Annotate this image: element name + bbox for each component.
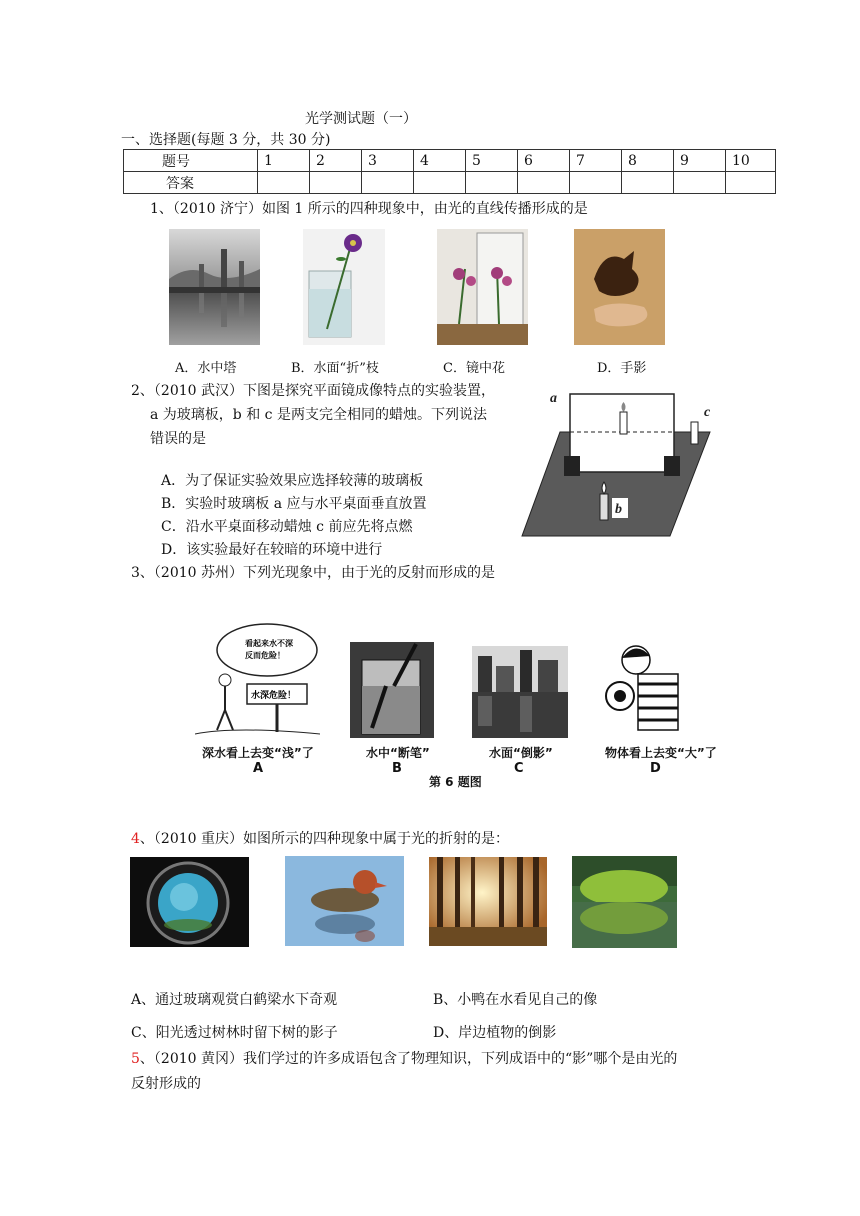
duck-photo: [285, 856, 404, 946]
table-row: [124, 172, 776, 194]
q4-option-b: B、小鸭在水看见自己的像: [433, 992, 598, 1008]
q1-option-d: D．手影: [597, 361, 647, 376]
answer-cell[interactable]: [362, 172, 414, 194]
answer-cell[interactable]: [622, 172, 674, 194]
diagram-label-c: c: [704, 405, 711, 420]
q5-stem-text: 、（2010 黄冈）我们学过的许多成语包含了物理知识，下列成语中的“影”哪个是由光的: [139, 1051, 678, 1067]
table-cell: 5: [466, 150, 518, 172]
answer-cell[interactable]: [466, 172, 518, 194]
porthole-photo: [130, 857, 249, 947]
q3-letter-c: C: [514, 761, 524, 776]
mirror-flower-photo: [437, 229, 528, 345]
q4-option-c: C、阳光透过树林时留下树的影子: [131, 1025, 338, 1041]
q2-stem-line1: 2、（2010 武汉）下图是探究平面镜成像特点的实验装置，: [131, 383, 495, 399]
q2-option-b: B．实验时玻璃板 a 应与水平桌面垂直放置: [161, 496, 427, 512]
answer-cell[interactable]: [570, 172, 622, 194]
q4-option-d: D、岸边植物的倒影: [433, 1025, 557, 1041]
q3-letter-b: B: [392, 761, 402, 776]
q3-figure-title: 第 6 题图: [429, 775, 482, 789]
q4-option-a: A、通过玻璃观赏白鹤梁水下奇观: [131, 992, 338, 1008]
diagram-label-b: b: [615, 502, 622, 517]
plant-reflection-photo: [572, 856, 677, 948]
table-cell: 1: [258, 150, 310, 172]
page-title: 光学测试题（一）: [305, 111, 417, 127]
q1-stem: 1、（2010 济宁）如图 1 所示的四种现象中，由光的直线传播形成的是: [150, 201, 588, 217]
q1-option-a: A．水中塔: [175, 361, 237, 376]
table-cell: 4: [414, 150, 466, 172]
q2-option-d: D．该实验最好在较暗的环境中进行: [161, 542, 383, 558]
q2-stem-line3: 错误的是: [150, 431, 206, 447]
q5-stem-line1: [131, 1048, 677, 1068]
table-cell: 7: [570, 150, 622, 172]
table-cell: 8: [622, 150, 674, 172]
answer-table: [123, 149, 776, 194]
forest-sunlight-photo: [429, 857, 547, 946]
q3-letter-a: A: [253, 761, 264, 776]
answer-cell[interactable]: [258, 172, 310, 194]
mirror-experiment-diagram: [520, 382, 720, 538]
q5-stem-line2: 反射形成的: [131, 1076, 201, 1092]
hand-shadow-photo: [574, 229, 665, 345]
table-cell: 2: [310, 150, 362, 172]
q2-option-c: C．沿水平桌面移动蜡烛 c 前应先将点燃: [161, 519, 413, 535]
row-header-number: 题号: [124, 150, 258, 172]
table-cell: 10: [726, 150, 776, 172]
broken-pencil-photo: [350, 642, 434, 738]
row-header-answer: 答案: [124, 172, 258, 194]
q4-stem-text: 、（2010 重庆）如图所示的四种现象中属于光的折射的是：: [139, 831, 509, 847]
q2-option-a: A．为了保证实验效果应选择较薄的玻璃板: [161, 473, 424, 489]
table-cell: 3: [362, 150, 414, 172]
bubble-text: 看起来水不深: [245, 639, 293, 648]
bubble-text-2: 反而危险！: [245, 651, 285, 660]
q2-stem-line2: a 为玻璃板，b 和 c 是两支完全相同的蜡烛。下列说法: [150, 407, 487, 423]
q3-caption-a: 深水看上去变“浅”了: [202, 746, 314, 760]
answer-cell[interactable]: [310, 172, 362, 194]
magnifier-cartoon: [598, 640, 688, 740]
water-reflection-photo: [472, 646, 568, 738]
shallow-water-cartoon: [195, 622, 320, 744]
q3-caption-c: 水面“倒影”: [489, 746, 553, 760]
section-heading: 一、选择题(每题 3 分，共 30 分): [121, 132, 331, 148]
answer-cell[interactable]: [518, 172, 570, 194]
table-cell: 9: [674, 150, 726, 172]
sign-text: 水深危险！: [251, 691, 297, 701]
q1-option-c: C．镜中花: [443, 361, 505, 376]
q4-number: 4: [131, 831, 140, 847]
table-row: [124, 150, 776, 172]
glass-flower-photo: [303, 229, 385, 345]
q3-caption-b: 水中“断笔”: [366, 746, 430, 760]
table-cell: 6: [518, 150, 570, 172]
q3-stem: 3、（2010 苏州）下列光现象中，由于光的反射而形成的是: [131, 565, 495, 581]
q5-number: 5: [131, 1051, 140, 1067]
answer-cell[interactable]: [726, 172, 776, 194]
diagram-label-a: a: [550, 391, 557, 406]
answer-cell[interactable]: [414, 172, 466, 194]
q4-stem: [131, 828, 509, 848]
tower-reflection-photo: [169, 229, 260, 345]
answer-cell[interactable]: [674, 172, 726, 194]
q3-letter-d: D: [650, 761, 661, 776]
q1-option-b: B．水面“折”枝: [291, 361, 379, 376]
q3-caption-d: 物体看上去变“大”了: [605, 746, 717, 760]
